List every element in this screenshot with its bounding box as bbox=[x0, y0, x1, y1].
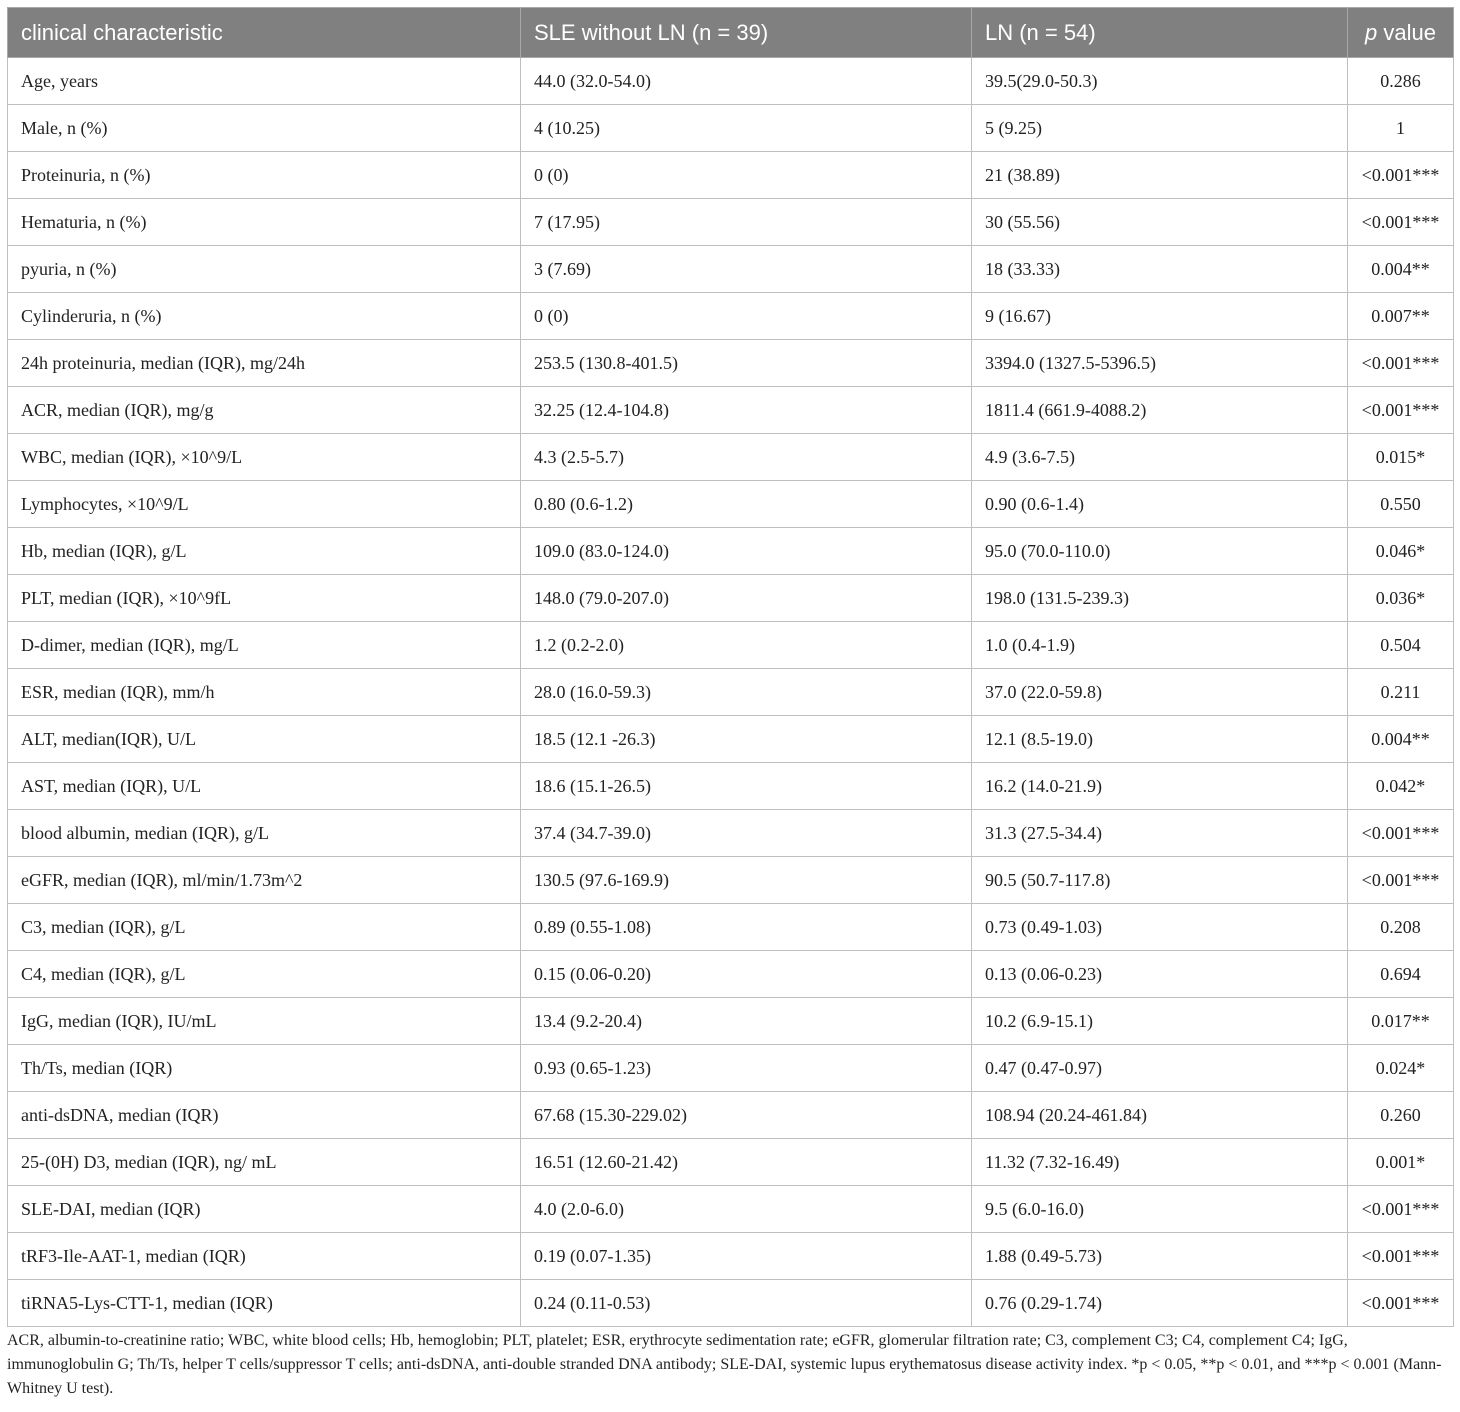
sle-value: 253.5 (130.8-401.5) bbox=[521, 340, 972, 387]
row-label: tiRNA5-Lys-CTT-1, median (IQR) bbox=[8, 1280, 521, 1327]
ln-value: 0.13 (0.06-0.23) bbox=[972, 951, 1348, 998]
header-p-value bbox=[1348, 8, 1454, 58]
table-row bbox=[8, 1280, 1454, 1327]
sle-value: 18.6 (15.1-26.5) bbox=[521, 763, 972, 810]
ln-value: 198.0 (131.5-239.3) bbox=[972, 575, 1348, 622]
row-label: tRF3-Ile-AAT-1, median (IQR) bbox=[8, 1233, 521, 1280]
ln-value: 0.73 (0.49-1.03) bbox=[972, 904, 1348, 951]
sle-value: 130.5 (97.6-169.9) bbox=[521, 857, 972, 904]
table-row bbox=[8, 575, 1454, 622]
row-label: pyuria, n (%) bbox=[8, 246, 521, 293]
ln-value: 1.0 (0.4-1.9) bbox=[972, 622, 1348, 669]
table-row bbox=[8, 1092, 1454, 1139]
header-p-rest: value bbox=[1377, 19, 1436, 45]
p-value: 0.046* bbox=[1348, 528, 1454, 575]
sle-value: 0.15 (0.06-0.20) bbox=[521, 951, 972, 998]
table-row bbox=[8, 434, 1454, 481]
p-value: <0.001*** bbox=[1348, 152, 1454, 199]
ln-value: 0.90 (0.6-1.4) bbox=[972, 481, 1348, 528]
table-row bbox=[8, 857, 1454, 904]
table-row bbox=[8, 387, 1454, 434]
sle-value: 0 (0) bbox=[521, 293, 972, 340]
ln-value: 1.88 (0.49-5.73) bbox=[972, 1233, 1348, 1280]
ln-value: 5 (9.25) bbox=[972, 105, 1348, 152]
sle-value: 148.0 (79.0-207.0) bbox=[521, 575, 972, 622]
ln-value: 16.2 (14.0-21.9) bbox=[972, 763, 1348, 810]
p-value: <0.001*** bbox=[1348, 340, 1454, 387]
table-row bbox=[8, 340, 1454, 387]
p-value: <0.001*** bbox=[1348, 199, 1454, 246]
p-value: 0.036* bbox=[1348, 575, 1454, 622]
p-value: 0.024* bbox=[1348, 1045, 1454, 1092]
table-row bbox=[8, 58, 1454, 105]
p-value: <0.001*** bbox=[1348, 1280, 1454, 1327]
p-value: 0.004** bbox=[1348, 716, 1454, 763]
ln-value: 11.32 (7.32-16.49) bbox=[972, 1139, 1348, 1186]
p-value: <0.001*** bbox=[1348, 1233, 1454, 1280]
sle-value: 37.4 (34.7-39.0) bbox=[521, 810, 972, 857]
sle-value: 109.0 (83.0-124.0) bbox=[521, 528, 972, 575]
header-clinical-characteristic: clinical characteristic bbox=[8, 8, 521, 58]
ln-value: 95.0 (70.0-110.0) bbox=[972, 528, 1348, 575]
sle-value: 67.68 (15.30-229.02) bbox=[521, 1092, 972, 1139]
row-label: Lymphocytes, ×10^9/L bbox=[8, 481, 521, 528]
row-label: Th/Ts, median (IQR) bbox=[8, 1045, 521, 1092]
ln-value: 9 (16.67) bbox=[972, 293, 1348, 340]
table-row bbox=[8, 1139, 1454, 1186]
ln-value: 31.3 (27.5-34.4) bbox=[972, 810, 1348, 857]
table-footnote: ACR, albumin-to-creatinine ratio; WBC, white blood cells; Hb, hemoglobin; PLT, platelet; ESR, erythrocyte sedimentation rate; eGFR, glomerular filtration rate; C3, complement C3; C4, complement C4; IgG, immunoglobulin G; Th/Ts, helper T cells/suppressor T cells; anti-dsDNA, anti-double stranded DNA antibody; SLE-DAI, systemic lupus erythematosus disease activity index. *p < 0.05, **p < 0.01, and ***p < 0.001 (Mann-Whitney U test). bbox=[7, 1332, 1442, 1397]
sle-value: 1.2 (0.2-2.0) bbox=[521, 622, 972, 669]
table-row bbox=[8, 293, 1454, 340]
sle-value: 28.0 (16.0-59.3) bbox=[521, 669, 972, 716]
row-label: blood albumin, median (IQR), g/L bbox=[8, 810, 521, 857]
table-row bbox=[8, 622, 1454, 669]
row-label: Proteinuria, n (%) bbox=[8, 152, 521, 199]
table-row bbox=[8, 105, 1454, 152]
sle-value: 7 (17.95) bbox=[521, 199, 972, 246]
ln-value: 3394.0 (1327.5-5396.5) bbox=[972, 340, 1348, 387]
p-value: 0.504 bbox=[1348, 622, 1454, 669]
table-row bbox=[8, 951, 1454, 998]
p-value: 0.007** bbox=[1348, 293, 1454, 340]
sle-value: 16.51 (12.60-21.42) bbox=[521, 1139, 972, 1186]
table-row bbox=[8, 998, 1454, 1045]
p-value: <0.001*** bbox=[1348, 387, 1454, 434]
p-value: 0.550 bbox=[1348, 481, 1454, 528]
table-row bbox=[8, 1233, 1454, 1280]
header-p-italic: p bbox=[1365, 19, 1378, 45]
table-row bbox=[8, 763, 1454, 810]
table-row bbox=[8, 481, 1454, 528]
sle-value: 0.89 (0.55-1.08) bbox=[521, 904, 972, 951]
table-row bbox=[8, 810, 1454, 857]
table-row bbox=[8, 904, 1454, 951]
sle-value: 0.93 (0.65-1.23) bbox=[521, 1045, 972, 1092]
row-label: ACR, median (IQR), mg/g bbox=[8, 387, 521, 434]
table-row bbox=[8, 1045, 1454, 1092]
p-value: 0.015* bbox=[1348, 434, 1454, 481]
p-value: <0.001*** bbox=[1348, 810, 1454, 857]
p-value: 0.017** bbox=[1348, 998, 1454, 1045]
row-label: D-dimer, median (IQR), mg/L bbox=[8, 622, 521, 669]
row-label: SLE-DAI, median (IQR) bbox=[8, 1186, 521, 1233]
row-label: Male, n (%) bbox=[8, 105, 521, 152]
sle-value: 0.19 (0.07-1.35) bbox=[521, 1233, 972, 1280]
table-row bbox=[8, 152, 1454, 199]
table-row bbox=[8, 669, 1454, 716]
sle-value: 18.5 (12.1 -26.3) bbox=[521, 716, 972, 763]
p-value: 0.001* bbox=[1348, 1139, 1454, 1186]
sle-value: 4.0 (2.0-6.0) bbox=[521, 1186, 972, 1233]
row-label: WBC, median (IQR), ×10^9/L bbox=[8, 434, 521, 481]
sle-value: 44.0 (32.0-54.0) bbox=[521, 58, 972, 105]
ln-value: 90.5 (50.7-117.8) bbox=[972, 857, 1348, 904]
sle-value: 0.24 (0.11-0.53) bbox=[521, 1280, 972, 1327]
sle-value: 32.25 (12.4-104.8) bbox=[521, 387, 972, 434]
row-label: AST, median (IQR), U/L bbox=[8, 763, 521, 810]
row-label: Hb, median (IQR), g/L bbox=[8, 528, 521, 575]
header-ln: LN (n = 54) bbox=[972, 8, 1348, 58]
p-value: <0.001*** bbox=[1348, 857, 1454, 904]
ln-value: 10.2 (6.9-15.1) bbox=[972, 998, 1348, 1045]
ln-value: 30 (55.56) bbox=[972, 199, 1348, 246]
ln-value: 39.5(29.0-50.3) bbox=[972, 58, 1348, 105]
p-value: <0.001*** bbox=[1348, 1186, 1454, 1233]
table-row bbox=[8, 199, 1454, 246]
ln-value: 9.5 (6.0-16.0) bbox=[972, 1186, 1348, 1233]
row-label: ESR, median (IQR), mm/h bbox=[8, 669, 521, 716]
ln-value: 12.1 (8.5-19.0) bbox=[972, 716, 1348, 763]
p-value: 0.286 bbox=[1348, 58, 1454, 105]
ln-value: 0.47 (0.47-0.97) bbox=[972, 1045, 1348, 1092]
p-value: 0.208 bbox=[1348, 904, 1454, 951]
ln-value: 108.94 (20.24-461.84) bbox=[972, 1092, 1348, 1139]
row-label: anti-dsDNA, median (IQR) bbox=[8, 1092, 521, 1139]
table-row bbox=[8, 246, 1454, 293]
row-label: C3, median (IQR), g/L bbox=[8, 904, 521, 951]
ln-value: 37.0 (22.0-59.8) bbox=[972, 669, 1348, 716]
sle-value: 3 (7.69) bbox=[521, 246, 972, 293]
ln-value: 0.76 (0.29-1.74) bbox=[972, 1280, 1348, 1327]
ln-value: 4.9 (3.6-7.5) bbox=[972, 434, 1348, 481]
sle-value: 4 (10.25) bbox=[521, 105, 972, 152]
row-label: IgG, median (IQR), IU/mL bbox=[8, 998, 521, 1045]
clinical-characteristics-table bbox=[7, 7, 1454, 1327]
header-sle-without-ln: SLE without LN (n = 39) bbox=[521, 8, 972, 58]
ln-value: 18 (33.33) bbox=[972, 246, 1348, 293]
row-label: eGFR, median (IQR), ml/min/1.73m^2 bbox=[8, 857, 521, 904]
p-value: 0.211 bbox=[1348, 669, 1454, 716]
p-value: 0.004** bbox=[1348, 246, 1454, 293]
row-label: PLT, median (IQR), ×10^9fL bbox=[8, 575, 521, 622]
ln-value: 1811.4 (661.9-4088.2) bbox=[972, 387, 1348, 434]
row-label: ALT, median(IQR), U/L bbox=[8, 716, 521, 763]
p-value: 0.694 bbox=[1348, 951, 1454, 998]
row-label: C4, median (IQR), g/L bbox=[8, 951, 521, 998]
table-row bbox=[8, 716, 1454, 763]
p-value: 0.042* bbox=[1348, 763, 1454, 810]
sle-value: 13.4 (9.2-20.4) bbox=[521, 998, 972, 1045]
table-container bbox=[7, 7, 1453, 1327]
sle-value: 0.80 (0.6-1.2) bbox=[521, 481, 972, 528]
table-row bbox=[8, 1186, 1454, 1233]
row-label: Hematuria, n (%) bbox=[8, 199, 521, 246]
p-value: 1 bbox=[1348, 105, 1454, 152]
sle-value: 4.3 (2.5-5.7) bbox=[521, 434, 972, 481]
row-label: 24h proteinuria, median (IQR), mg/24h bbox=[8, 340, 521, 387]
header-row bbox=[8, 8, 1454, 58]
row-label: Age, years bbox=[8, 58, 521, 105]
p-value: 0.260 bbox=[1348, 1092, 1454, 1139]
row-label: Cylinderuria, n (%) bbox=[8, 293, 521, 340]
table-row bbox=[8, 528, 1454, 575]
ln-value: 21 (38.89) bbox=[972, 152, 1348, 199]
row-label: 25-(0H) D3, median (IQR), ng/ mL bbox=[8, 1139, 521, 1186]
sle-value: 0 (0) bbox=[521, 152, 972, 199]
